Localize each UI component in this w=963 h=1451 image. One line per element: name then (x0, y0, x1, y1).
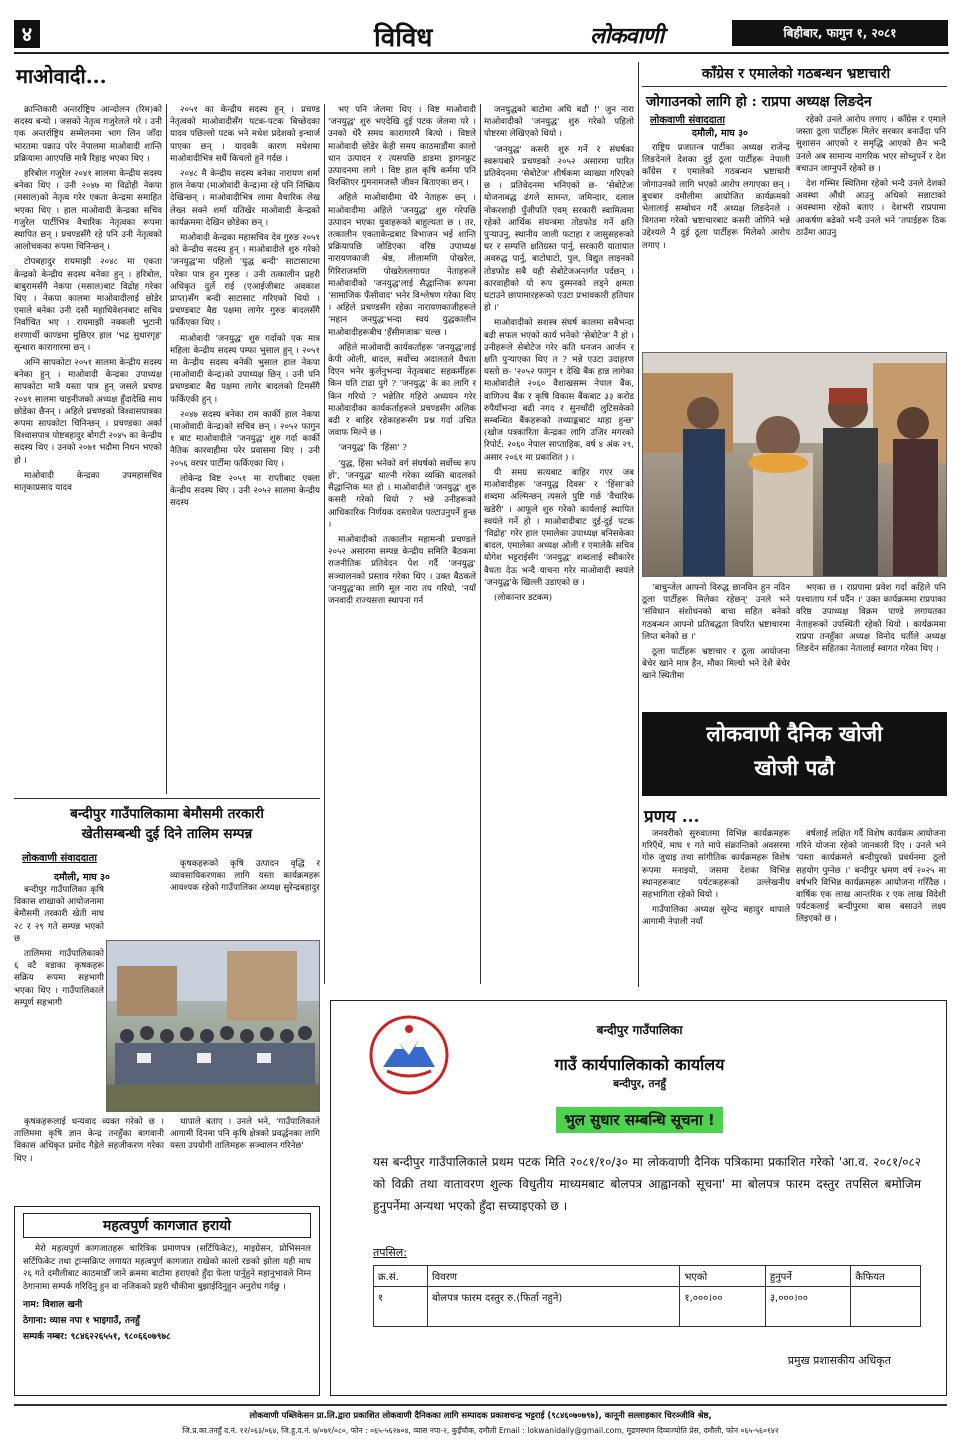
paragraph: थापाले बताए । उनले भने, 'गाउँपालिकाले आगामी दिनमा पनि कृषि क्षेत्रको प्रवर्द्धनका लागि यस्ता उपयोगी तालिमहरू सञ्चालन गरिनेछ' (170, 1117, 320, 1152)
paragraph: 'बाचुन्जेल आफ्नो विरुद्ध छानविन हुन नदिन ठूला पार्टीहरू मिलेका रहेछन्' उनले भने 'संविधान संशोधनको बाचा सहित बनेको गठबन्धन आफ्नो प्रतिबद्धता विपरित भ्रष्टाचारमा लिप्त बनेको छ ।' (642, 583, 790, 642)
paragraph: वर्षलाई लक्षित गर्दै विशेष कार्यक्रम आयोजना गरिने योजना रहेको जानकारी दिए । उनले भने 'यस्ता कार्यक्रमले बन्दीपुरको प्रवर्धनमा ठूलो सहयोग पुग्नेछ ।' बन्दीपुर भ्रमण वर्ष २०२५ मा वर्षभरि विभिन्न कार्यक्रमहरू आयोजना गरिँदैछ । वार्षिक एक लाख आन्तरिक र एक लाख विदेशी पर्यटकलाई बन्दीपुरमा बास बसाउने लक्ष्य लिइएको छ । (796, 829, 946, 925)
notice-office: गाउँ कार्यपालिकाको कार्यालय (554, 1055, 725, 1074)
alliance-column-2 (796, 114, 946, 344)
training-column-1-bottom (14, 1116, 164, 1196)
paragraph: 'जनयुद्ध' कसरी शुरु गर्ने र संघर्षका स्वरूपबारे प्रचण्डको २०५२ असारमा पारित प्रतिवेदनमा 'सेबोटेज' शीर्षकमा व्याख्या गरिएको छ । प्रतिवेदनमा भनिएको छ- 'सेबोटेजः योजनाबद्ध ढंगले सामन्त, जमिन्दार, दलाल नोकरशाही पुँजीपति एवम् सरकारी स्वामित्वमा रहेको आर्थिक संयन्त्रमा तोडफोड गर्ने क्षति पुऱ्याउनु, स्थानीय जाली फटाहा र जासुसहरूको घर र सम्पत्ति क्षतिग्रस्त पार्नु, सरकारी यातायात अवरुद्ध पार्नु, बाटोघाटो, पुल, विद्युत लाइनको तोडफोड सबै यही सेबोटेजअन्तर्गत पर्दछन् । कारवाहीको यो रूप दुस्मनको लड्ने क्षमता घटाउने छापामारहरूको एउटा प्रभावकारी हतियार हो ।' (484, 144, 634, 314)
paragraph: क्रान्तिकारी अन्तर्राष्ट्रिय आन्दोलन (रिम)को सदस्य बन्यो । जसको नेतृत्व गजुरेलले गरे । उनी एक अन्तर्राष्ट्रिय सम्मेलनमा भाग लिन जाँदा भारतमा पक्राउ परेर नेपालमा माओवादी शान्ति प्रक्रियामा आएपछि मात्रै रिहाइ भएका थिए । (14, 105, 162, 164)
paragraph: माओवादीको तत्कालीन महामन्त्री प्रचण्डले २०५२ असारमा सम्पन्न केन्द्रीय समिति बैठकमा राजनीतिक प्रतिवेदन पेश गर्दै 'जनयुद्ध' सञ्चालनको प्रस्ताव गरेका थिए । उक्त बैठकले 'जनयुद्ध'का लागि मूल नारा तय गरियो, 'नयाँ जनवादी राज्यसत्ता स्थापना गर्न (328, 534, 476, 606)
paragraph: हरिबोल गजुरेल २०४१ सालमा केन्द्रीय सदस्य बनेका थिए । उनी २०४७ मा विद्रोही नेकपा (मसाल)को नेतृत्व गरेर एकता केन्द्रमा समाहित भएका थिए । हाल माओवादी केन्द्रका सचिव गजुरेल पार्टीभित्र वैचारिक नेतृत्वका रूपमा स्थापित छन् । प्रचण्डसँगै रहे पनि उनी नेतृत्वको आलोचकका रूपमा चिनिन्छन् । (14, 169, 162, 253)
notice-heading: भुल सुधार सम्बन्धि सूचना ! (556, 1107, 723, 1133)
issue-date: बिहीबार, फागुन १, २०८१ (732, 20, 948, 46)
paragraph: कृषकहरूलाई धन्यवाद व्यक्त गरेको छ । तालिममा कृषि ज्ञान केन्द्र तनहुँका बागवानी विकास अधिकृत प्रमोद गैह्रेले सहजीकरण गरेका थिए । (14, 1117, 164, 1164)
paragraph: टोपबहादुर रायमाझी २०४८ मा एकता केन्द्रको केन्द्रीय सदस्य बनेका हुन् । हरिबोल, बाबुरामसँगै नेकपा (मसाल)बाट विद्रोह गरेका थिए । नेकपा कालमा माओवादीलाई छोडेर एमाले बनेका उनी दसौं महाधिवेशनबाट सचिव निर्वाचित भए । रायमाझी नक्कली भुटानी शरणार्थी काण्डमा मुछिएर हाल 'भद्र सुधारगृह' सुन्धारा कारागारमा छन् । (14, 257, 162, 353)
paragraph: जनवरीको सुरुवातमा विभिन्न कार्यक्रमहरू गरिएँथें, माघ १ गते मापे संक्रान्तिको अवसरमा गोरु जुधाइ तथा सांगीतिक कार्यक्रमहरू विशेष रूपमा मनाइयो, जसमा देशका विभिन्न स्थानहरूबाट पर्यटकहरूको उल्लेखनीय सहभागिता रहेको थियो । (642, 829, 790, 901)
paragraph: भए पनि जेलमा थिए । विष्ट माओवादी 'जनयुद्ध' शुरु भएदेखि दुई पटक जेलमा परे । उनको धेरै समय कारागारमै बित्यो । विष्टले माओवादी छोडेर केही समय काठमाडौंमा कालो धान उत्पादन र त्यसपछि डाडमा ड्रागनफ्रुट उत्पादनमा लागे । विष्ट हाल कृषि कर्ममा पनि विरक्तिएर गुमनामजस्तै जीवन बिताएका छन् । (328, 105, 476, 189)
paragraph: देश गम्भिर स्थितिमा रहेको भन्दै उनले देशको अवस्था औंधी आउनु अधिको सन्नाटाको अवस्थामा रहेको बताए । देशभरी राप्रपामा आकर्षण बढेको भन्दै उनले भने 'तपाईहरू ठिक ठाउँमा आउनु (796, 179, 946, 238)
paragraph: माओवादी केन्द्रका महासचिव देव गुरुङ २०५१ को केन्द्रीय सदस्य हुन् । माओवादीले शुरु गरेको 'जनयुद्ध'मा पहिलो 'युद्ध बन्दी' साटासाटमा परेका पात्र हुन गुरुङ । उनी तत्कालीन प्रहरी अधिकृत दुर्ले राई (एआईजीबाट अवकाश प्राप्त)सँग बन्दी साटासाट गरिएको थियो । प्रचण्डबाट बैद्य पक्षमा लागेर गुरुङ बादलसँगै फर्किएका थिए । (170, 233, 320, 329)
newspaper-name: लोकवाणी (590, 24, 664, 49)
table-cell: बोलपत्र फारम दस्तुर रु.(फिर्ता नहुने) (428, 1287, 680, 1327)
training-photo (106, 940, 320, 1112)
paragraph: तालिममा गाउँपालिकाको ६ वटै वडाका कृषकहरू सक्रिय रूपमा सहभागी भएका थिए । गाउँपालिकाले सम्पूर्ण सहभागी (14, 949, 104, 1008)
alliance-headline: जोगाउनको लागि हो : राप्रपा अध्यक्ष लिङदेन (646, 94, 872, 110)
lost-ad-contact: सम्पर्क नम्बर: ९८४६२२६५५१, ९८०६६०७९७८ (23, 1332, 171, 1342)
paragraph: भएका छ । राप्रपामा प्रवेश गर्दा कहिले पनि पश्चाताप गर्न पर्दैन ।' उक्त कार्यक्रममा राप्रपाका वरिष्ठ उपाध्यक्ष विक्रम पाण्डे लगायतका नेताहरूको उपस्थिती रहेको थियो । कार्यक्रममा राप्रपा तनहुँका अध्यक्ष विनोद घर्तीले अध्यक्ष लिङदेन सहितका नेतालाई स्वागत गरेका थिए । (796, 583, 946, 655)
paragraph: अहिले माओवादीमा धेरै नेताहरू छन् । माओवादीमा अहिले 'जनयुद्ध' शुरु गरेपछि उत्पादन भएका युवाहरूको बाहुल्यता छ । तर, तत्कालीन एकताकेन्द्रबाट विभाजन भई शान्ति प्रक्रियापछि जोडिएका वरिष्ठ उपाध्यक्ष नारायणकाजी श्रेष्ठ, लीलामणि पोखरेल, गिरिराजमणि पोखरेललगायत नेताहरूले माओवादीको 'जनयुद्ध'लाई सैद्धान्तिक रूपमा 'सामाजिक फँसीवाद' भनेर विश्लेषण गरेका थिए । अहिले प्रचण्डसँग रहेका नारायणकाजीहरूले 'महान जनयुद्ध'भन्दा स्वयं युद्धकालीन माओवादीहरूबीच 'हँसीमजाक' चल्छ । (328, 193, 476, 338)
paragraph: २०४८ मै केन्द्रीय सदस्य बनेका नारायण शर्मा हाल नेकपा (माओवादी केन्द्र)मा रहे पनि निष्क्रिय देखिन्छन् । माओवादीभित्र लामा वैचारिक लेख लेख्न सक्ने शर्मा यतिखेर माओवादी केन्द्रको कार्यक्रममा देखिन छोडेका छन् । (170, 169, 320, 228)
training-column-1 (14, 884, 104, 1084)
maoist-column-4 (484, 104, 634, 979)
paragraph: बन्दीपुर गाउँपालिका कृषि विकास शाखाको आयोजनामा बेमौसमी तरकारी खेती माघ २८ र २९ गते सम्पन्न भएको छ (14, 885, 104, 944)
training-byline: लोकवाणी संवाददाता (22, 853, 97, 864)
training-dateline: दमौली, माघ ३० (54, 872, 110, 883)
section-title: विविध (374, 23, 433, 53)
table-header-cell: भएको (680, 1266, 765, 1287)
notice-table-label: तपसिल: (373, 1246, 407, 1259)
maoist-column-1 (14, 104, 162, 794)
paragraph: अहिले माओवादी कार्यकर्ताहरू 'जनयुद्ध'लाई केपी ओली, बादल, सर्वोच्च अदालतले वैधता दिएन भनेर कुर्लनुभन्दा नेतृत्वबाट सहकर्मीहरू किन यति टाढा पुगे ? 'जनयुद्ध' के का लागि र किन गरियो ? भन्नेतिर गहिरो अध्ययन गरेर माओवादीका कार्यकर्ताहरूले प्रचण्डसँग अलिक बढी र बाहिर रहेकाहरूसँग प्रश्न गर्दा उचित जवाफ मिल्ने छ । (328, 342, 476, 439)
maoist-title: माओवादी... (16, 64, 107, 88)
paragraph: कृषकहरूको कृषि उत्पादन वृद्धि र व्यावसायिकरणका लागि यस्ता कार्यक्रमहरू आवश्यक रहेको गाउँपालिका अध्यक्ष सुरेन्द्रबहादुर (170, 859, 320, 894)
maoist-column-3 (328, 104, 476, 979)
paragraph: माओवादीको सशस्त्र संघर्ष कालमा सबैभन्दा बढी सफल भएको कार्य भनेको 'सेबोटेज' नै हो । उनीहरूले सेबोटेज गरेर कति धनजन आर्जन र क्षति पुऱ्याएका थिए त ? भन्ने एउटा उदाहरण यस्तो छ- '२०५२ फागुन १ देखि बैंक हान्न लागेका माओवादीले २०६० वैशाखसम्म नेपाल बैंक, वाणिज्य बैंक र कृषि विकास बैंकबाट ३३ करोड रुपैयाँभन्दा बढी नगद र सुनचाँदी लुटिसकेको सम्बन्धित बैंकहरूको तथ्याङ्कबाट थाहा हुन्छ' (खोज पत्रकारिता केन्द्रका लागि उजिर मगरको रिपोर्ट: २०६० नेपाल साप्ताहिक, वर्ष ४ अंक २९, असार २०६१ मा प्रकाशित ) । (484, 318, 634, 463)
training-column-3 (170, 1116, 320, 1196)
table-cell: १,०००।०० (680, 1287, 765, 1327)
lost-ad-name: नाम: विशाल खनी (23, 1300, 83, 1310)
alliance-photo (642, 352, 947, 577)
paragraph: गाउँपालिका अध्यक्ष सुरेन्द्र बहादुर थापाले आगामी नेपाली नयाँ (642, 905, 790, 928)
promo-banner (642, 712, 947, 796)
paragraph: २०५१ का केन्द्रीय सदस्य हुन् । प्रचण्ड नेतृत्वको माओवादीसँग पटक-पटक बिच्छेदका यादव पछिल्लो पटक भने मधेश प्रदेशको इन्चार्ज पाएका छन् । यादवकै कारण मधेशमा माओवादीभित्र सधैं किचलो हुने गर्दछ । (170, 105, 320, 164)
notice-location: बन्दीपुर, तनहुँ (613, 1078, 666, 1090)
table-header-cell: क्र.सं. (374, 1266, 428, 1287)
pranaya-column-1 (642, 828, 790, 988)
paragraph: अग्नि सापकोटा २०५१ सालमा केन्द्रीय सदस्य बनेका हुन् । माओवादी केन्द्रका उपाध्यक्ष सापकोटा मात्रै यस्ता पात्र हुन् जसले प्रचण्ड २०४१ सालमा चाइनीजको अध्यक्ष हुँदादेखि साथ छोडेका छैनन् । अहिले प्रचण्डको विश्वासपात्रका रूपमा सापकोटा चिनिन्छन् । प्रचण्डका अर्का विश्वासपात्र पोष्टबहादुर बोगटी २०४५ का केन्द्रीय सदस्य थिए । उनको २०७१ भदौमा निधन भएको हो । (14, 358, 162, 466)
paragraph: लोकेन्द्र विष्ट २०५१ मा राप्तीबाट एक्ला केन्द्रीय सदस्य थिए । उनी २०५२ सालमा केन्द्रीय सदस्य (170, 473, 320, 509)
notice-table (373, 1265, 921, 1327)
alliance-byline: लोकवाणी संवाददाता (650, 115, 725, 126)
promo-line-2: खोजी पढौ (754, 756, 835, 780)
lost-documents-ad (14, 1206, 320, 1396)
alliance-column-3 (642, 582, 790, 707)
alliance-column-1 (642, 142, 790, 347)
table-header-cell: कैफियत (851, 1266, 921, 1287)
notice-signature: प्रमुख प्रशासकीय अधिकृत (787, 1354, 891, 1367)
paragraph: यी समग्र सत्यबाट बाहिर गएर जब माओवादीहरू 'जनयुद्ध दिवस' र 'हिंसा'को शब्दमा अल्मिन्छन् त्यसले पुष्टि गर्छ 'वैचारिक खडेरी' । आफूले शुरु गरेको कार्यलाई स्थापित स्वयंले गर्ने हो । माओवादीबाट दुई-दुई पटक 'विद्रोह' गरेर हाल एमालेका उपाध्यक्ष बनिसकेका बादल, एमालेका अध्यक्ष ओली र एमालेकै सचिव योगेश भट्टराईसँग 'जनयुद्ध' शब्दलाई स्वीकारेर वैधता देऊ भन्दै याचना गरेर माओवादी स्वयंले 'जनयुद्ध'के खिल्ली उडाएको छ । (484, 467, 634, 588)
table-row (374, 1287, 921, 1327)
paragraph: राष्ट्रिय प्रजातन्त्र पार्टीका अध्यक्ष राजेन्द्र लिङदेनले देशका दुई ठूला पार्टीहरू नेपाली काँग्रेस र एमालेको गठबन्धन भ्रष्टाचारी जोगाउनको लागि भएको आरोप लगाएका छन् । बुधबार दमौलीमा आयोजित कार्यक्रमको भेलालाई सम्बोधन गर्दै अध्यक्ष लिङदेनले । विगतमा गरेको भ्रष्टाचारबाट कसरी जोगिने भन्ने उद्देश्यले नै दुई ठूला पार्टीहरू मिलेको आरोप लगाए । (642, 143, 790, 251)
pranaya-column-2 (796, 828, 946, 988)
paragraph: (लोकान्तर डटकम) (494, 592, 553, 603)
lost-ad-title: महत्वपुर्ण कागजात हरायो (23, 1213, 311, 1238)
paragraph: रहेको उनले आरोप लगाए । काँग्रेस र एमाले जस्ता ठूला पार्टीहरू मिलेर सरकार बनाउँदा पनि सुशासन आएको र समृद्धि आएको छैन भन्दै उनले अब सामान्य नागरिक भएर सोच्नुपर्ने र देश बचाउन जाग्नुपर्ने रहेको छ । (796, 115, 946, 174)
notice-table-header (374, 1266, 921, 1287)
event-photo-illustration (643, 353, 947, 577)
alliance-kicker: काँग्रेस र एमालेको गठबन्धन भ्रष्टाचारी (701, 66, 891, 82)
notice-body: यस बन्दीपुर गाउँपालिकाले प्रथम पटक मिति २०८१/१०/३० मा लोकवाणी दैनिक पत्रिकामा प्रकाशित गरेको 'आ.व. २०८१/०८२ को विक्री तथा वातावरण शुल्क विधुतीय माध्यमबाट बोलपत्र आह्वानको सूचना' मा बोलपत्र फारम दस्तुर तपसिल बमोजिम हुनुपर्नेमा अन्यथा भएको हुँदा सच्याइएको छ । (373, 1155, 921, 1213)
training-headline-2: खेतीसम्बन्धी दुई दिने तालिम सम्पन्न (81, 826, 253, 842)
paragraph: 'युद्ध, हिंसा भनेको वर्ग संघर्षको सर्वोच्च रूप हो', 'जनयुद्ध' थाल्नी गरेका व्यक्ति बादलको सैद्धान्तिक मत हो । माओवादीले 'जनयुद्ध' शुरु कसरी गरेको थियो ? भन्ने उनीहरूको आधिकारिक निर्णयक दस्तावेज पल्टाउनुपर्ने हुन्छ । (328, 458, 476, 530)
page-number: ४ (14, 20, 40, 48)
footer-line-1: लोकवाणी पब्लिकेसन प्रा.लि.द्वारा प्रकाशित लोकवाणी दैनिकका लागि सम्पादक प्रकाशचन्द्र भट्टराई (९८४६०७०७९७), कानूनी सल्लाहकार चिरञ्जीवि श्रेष्ठ, (249, 1410, 712, 1420)
pranaya-title: प्रणय ... (644, 807, 700, 827)
training-headline-1: बन्दीपुर गाउँपालिकामा बेमौसमी तरकारी (70, 806, 264, 822)
table-header-cell: हुनुपर्ने (765, 1266, 850, 1287)
training-column-2 (170, 858, 320, 938)
notice-table-body (374, 1287, 921, 1327)
lost-ad-body: मेरो महत्वपुर्ण कागजातहरू चारित्रिक प्रमाणपत्र (सर्टिफिकेट), माइग्रेसन, प्रोभिसनल सर्टिफिकेट तथा ट्रान्सक्रिप्ट लगायत महत्वपुर्ण कागजात राखेको कालो रङको झोला यही माघ २६ गते दमौलीबाट काठमाडौँ जाने क्रममा बाटोमा हराएको हुँदा फेला पार्नुहुने महानुभावले निम्न ठेगानामा सम्पर्क गरिदिनु हुन वा नजिकको प्रहरी चौकीमा बुझाईदिनुहुन अनुरोध गर्दछु । (23, 1244, 311, 1292)
paragraph: 'जनयुद्ध' कि 'हिंसा' ? (338, 443, 407, 454)
alliance-dateline: दमौली, माघ ३० (692, 128, 748, 139)
table-cell: १ (374, 1287, 428, 1327)
group-photo-illustration (107, 941, 320, 1112)
table-cell: ३,०००।०० (765, 1287, 850, 1327)
page-header (14, 14, 949, 54)
footer-line-2: जि.प्र.का.तनहुँ द.नं. १२/०६३/०६४, जि.हु.द.नं. ७/०७१/०८०, फोन : ०६५-५६२७०४, व्यास नपा-२, कुइँचौक, दमौली Email : lokwanidaily@gmail.com, मुद्रणस्थान दिव्यज्योति प्रेस, दमौली, फोन ०६५-५६०१४२ (182, 1426, 779, 1435)
alliance-column-4 (796, 582, 946, 707)
lost-ad-address: ठेगाना: व्यास नपा १ भाइगाउँ, तनहुँ (23, 1316, 140, 1326)
notice-org: बन्दीपुर गाउँपालिका (596, 1023, 683, 1037)
maoist-column-2 (170, 104, 320, 794)
table-cell (851, 1287, 921, 1327)
promo-line-1: लोकवाणी दैनिक खोजी (706, 722, 883, 746)
paragraph: जनयुद्धको बाटोमा अघि बढौं !' जुन नारा माओवादीको 'जनयुद्ध' शुरु गरेको पहिलो पोष्टरमा लेखिएको थियो । (484, 105, 634, 140)
table-header-cell: विवरण (428, 1266, 680, 1287)
paragraph: २०४७ सदस्य बनेका राम कार्की हाल नेकपा (माओवादी केन्द्र)को सचिव छन् । २०५२ फागुन १ बाट माओवादीले 'जनयुद्ध' शुरु गर्दा कार्की नैतिक कारवाहीमा परेर प्रवासमा थिए । उनी २०५६ वरपर पार्टीमा फर्किएका थिए । (170, 409, 320, 469)
correction-notice (330, 1000, 947, 1396)
paragraph: माओवादी 'जनयुद्ध' शुरु गर्दाको एक मात्र महिला केन्द्रीय सदस्य पम्फा भुसाल हुन् । २०५१ मा केन्द्रीय सदस्य बनेकी भुसाल हाल नेकपा (माओवादी केन्द्र)को उपाध्यक्ष छिन् । उनी पनि प्रचण्डबाट बैद्य पक्षमा लागेर बादलको टिमसँगै फर्किएकी हुन् । (170, 333, 320, 405)
paragraph: ठूला पार्टीहरू भ्रष्टाचार र ठूला आयोजना बेचेर खाने मात्र हैन, मौका मिल्यो भने देशै बेचेर खाने स्थितीमा (642, 647, 790, 682)
paragraph: माओवादी केन्द्रका उपमहासचिव मातृकाप्रसाद यादव (14, 470, 162, 494)
